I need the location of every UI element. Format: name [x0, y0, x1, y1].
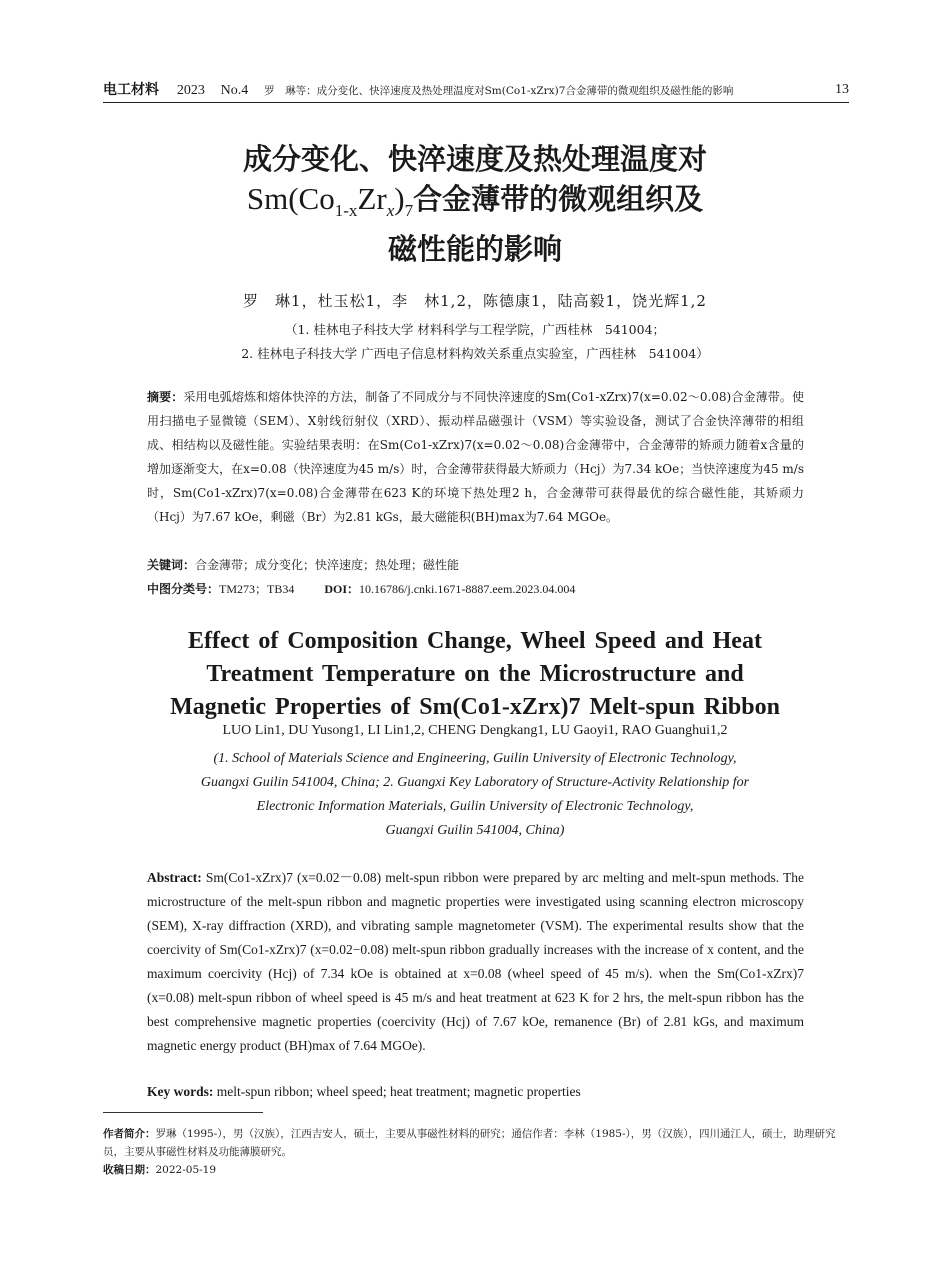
- english-affiliation-line-3: Electronic Information Materials, Guilin University of Electronic Technology,: [256, 799, 694, 814]
- chinese-abstract-text: 采用电弧熔炼和熔体快淬的方法，制备了不同成分与不同快淬速度的Sm(Co1-xZrx)7(x=0.02～0.08)合金薄带。使用扫描电子显微镜（SEM）、X射线衍射仪（XRD）、振动样品磁强计（VSM）等实验设备，测试了合金快淬薄带的相组成、相结构以及磁性能。实验结果表明：在Sm(Co1-xZrx)7(x=0.02～0.08)合金薄带中，合金薄带的矫顽力随着x含量的增加逐渐变大，在x=0.08（快淬速度为45 m/s）时，合金薄带获得最大矫顽力（Hcj）为7.34 kOe；当快淬速度为45 m/s时，Sm(Co1-xZrx)7(x=0.08)合金薄带在623 K的环境下热处理2 h，合金薄带可获得最优的综合磁性能，其矫顽力（Hcj）为7.67 kOe，剩磁（Br）为2.81 kGs，最大磁能积(BH)max为7.64 MGOe。: [147, 390, 804, 524]
- running-head: [103, 80, 849, 103]
- chinese-abstract-label: 摘要：: [147, 390, 184, 404]
- chinese-title-line-3: 磁性能的影响: [387, 232, 562, 267]
- chinese-keywords: [147, 553, 804, 577]
- running-article-title: 罗 琳等：成分变化、快淬速度及热处理温度对Sm(Co1-xZrx)7合金薄带的微观组织及磁性能的影响: [264, 85, 734, 97]
- classification-label: 中图分类号：: [147, 582, 220, 596]
- english-keywords-label: Key words:: [147, 1084, 214, 1099]
- doi-label: DOI：: [324, 582, 360, 596]
- english-affiliation-line-2: Guangxi Guilin 541004, China; 2. Guangxi Key Laboratory of Structure-Activity Relationship for: [200, 775, 750, 790]
- chinese-abstract: [147, 385, 804, 529]
- author-footnote: [103, 1125, 849, 1161]
- received-date-value: 2022-05-19: [155, 1164, 217, 1176]
- english-title-line-3: Magnetic Properties of Sm(Co1-xZrx)7 Melt-spun Ribbon: [170, 694, 780, 720]
- chinese-authors: 罗 琳1，杜玉松1，李 林1,2，陈德康1，陆高毅1，饶光辉1,2: [243, 292, 707, 310]
- english-title: [100, 625, 850, 724]
- english-affiliation-line-1: (1. School of Materials Science and Engineering, Guilin University of Electronic Technology,: [213, 751, 737, 766]
- english-abstract-text: Sm(Co1-xZrx)7 (x=0.02－0.08) melt-spun ribbon were prepared by arc melting and melt-spun methods. The microstructure of the melt-spun ribbon and magnetic properties were investigated using scanning electron microscopy (SEM), X-ray diffraction (XRD), and vibrating sample magnetometer (VSM). The experimental results show that the coercivity of Sm(Co1-xZrx)7 (x=0.02−0.08) melt-spun ribbon gradually increases with the increase of x content, and the maximum coercivity (Hcj) of 7.34 kOe is obtained at x=0.08 (wheel speed of 45 m/s). when the Sm(Co1-xZrx)7 (x=0.08) melt-spun ribbon of wheel speed is 45 m/s and heat treatment at 623 K for 2 hrs, the melt-spun ribbon has the best comprehensive magnetic properties (coercivity (Hcj) of 7.67 kOe, remanence (Br) of 2.81 kGs, and maximum magnetic energy product (BH)max of 7.64 MGOe).: [147, 870, 805, 1053]
- received-date-label: 收稿日期：: [103, 1164, 156, 1176]
- chinese-affiliation-2: 2. 桂林电子科技大学 广西电子信息材料构效关系重点实验室，广西桂林 541004）: [241, 346, 709, 361]
- journal-year: 2023: [176, 83, 205, 98]
- chinese-affiliation-1: （1. 桂林电子科技大学 材料科学与工程学院，广西桂林 541004；: [284, 322, 666, 337]
- chinese-title-formula: $Sm(Co_{1-x}Zr_x)_7$: [246, 181, 414, 221]
- footnote-rule: [103, 1112, 263, 1113]
- chinese-keywords-text: 合金薄带；成分变化；快淬速度；热处理；磁性能: [195, 558, 460, 572]
- journal-name: 电工材料: [103, 82, 159, 98]
- author-footnote-label: 作者简介：: [103, 1128, 156, 1140]
- classification-value: TM273；TB34: [219, 582, 295, 596]
- english-affiliations: [100, 747, 850, 843]
- chinese-title-line-2: 合金薄带的微观组织及: [413, 182, 704, 216]
- classification-line: [147, 577, 804, 601]
- chinese-keywords-label: 关键词：: [147, 558, 196, 572]
- received-date: [103, 1161, 849, 1179]
- page-number: 13: [835, 82, 849, 97]
- english-authors: LUO Lin1, DU Yusong1, LI Lin1,2, CHENG Dengkang1, LU Gaoyi1, RAO Guanghui1,2: [222, 723, 728, 738]
- journal-issue: No.4: [220, 83, 249, 98]
- english-title-line-1: Effect of Composition Change, Wheel Speed and Heat: [188, 628, 762, 654]
- chinese-title: [75, 140, 875, 269]
- english-affiliation-line-4: Guangxi Guilin 541004, China): [385, 823, 565, 838]
- english-abstract: [147, 866, 804, 1058]
- english-abstract-label: Abstract:: [147, 870, 202, 885]
- author-footnote-text: 罗琳（1995-），男（汉族），江西吉安人，硕士，主要从事磁性材料的研究；通信作者：李林（1985-），男（汉族），四川通江人，硕士，助理研究员，主要从事磁性材料及功能薄膜研究。: [103, 1128, 836, 1158]
- english-title-line-2: Treatment Temperature on the Microstructure and: [206, 661, 744, 687]
- chinese-title-line-1: 成分变化、快淬速度及热处理温度对: [242, 142, 707, 176]
- english-keywords: [147, 1080, 804, 1104]
- doi-value: 10.16786/j.cnki.1671-8887.eem.2023.04.004: [359, 582, 576, 596]
- english-keywords-text: melt-spun ribbon; wheel speed; heat treatment; magnetic properties: [216, 1084, 581, 1099]
- chinese-affiliations: [75, 318, 875, 366]
